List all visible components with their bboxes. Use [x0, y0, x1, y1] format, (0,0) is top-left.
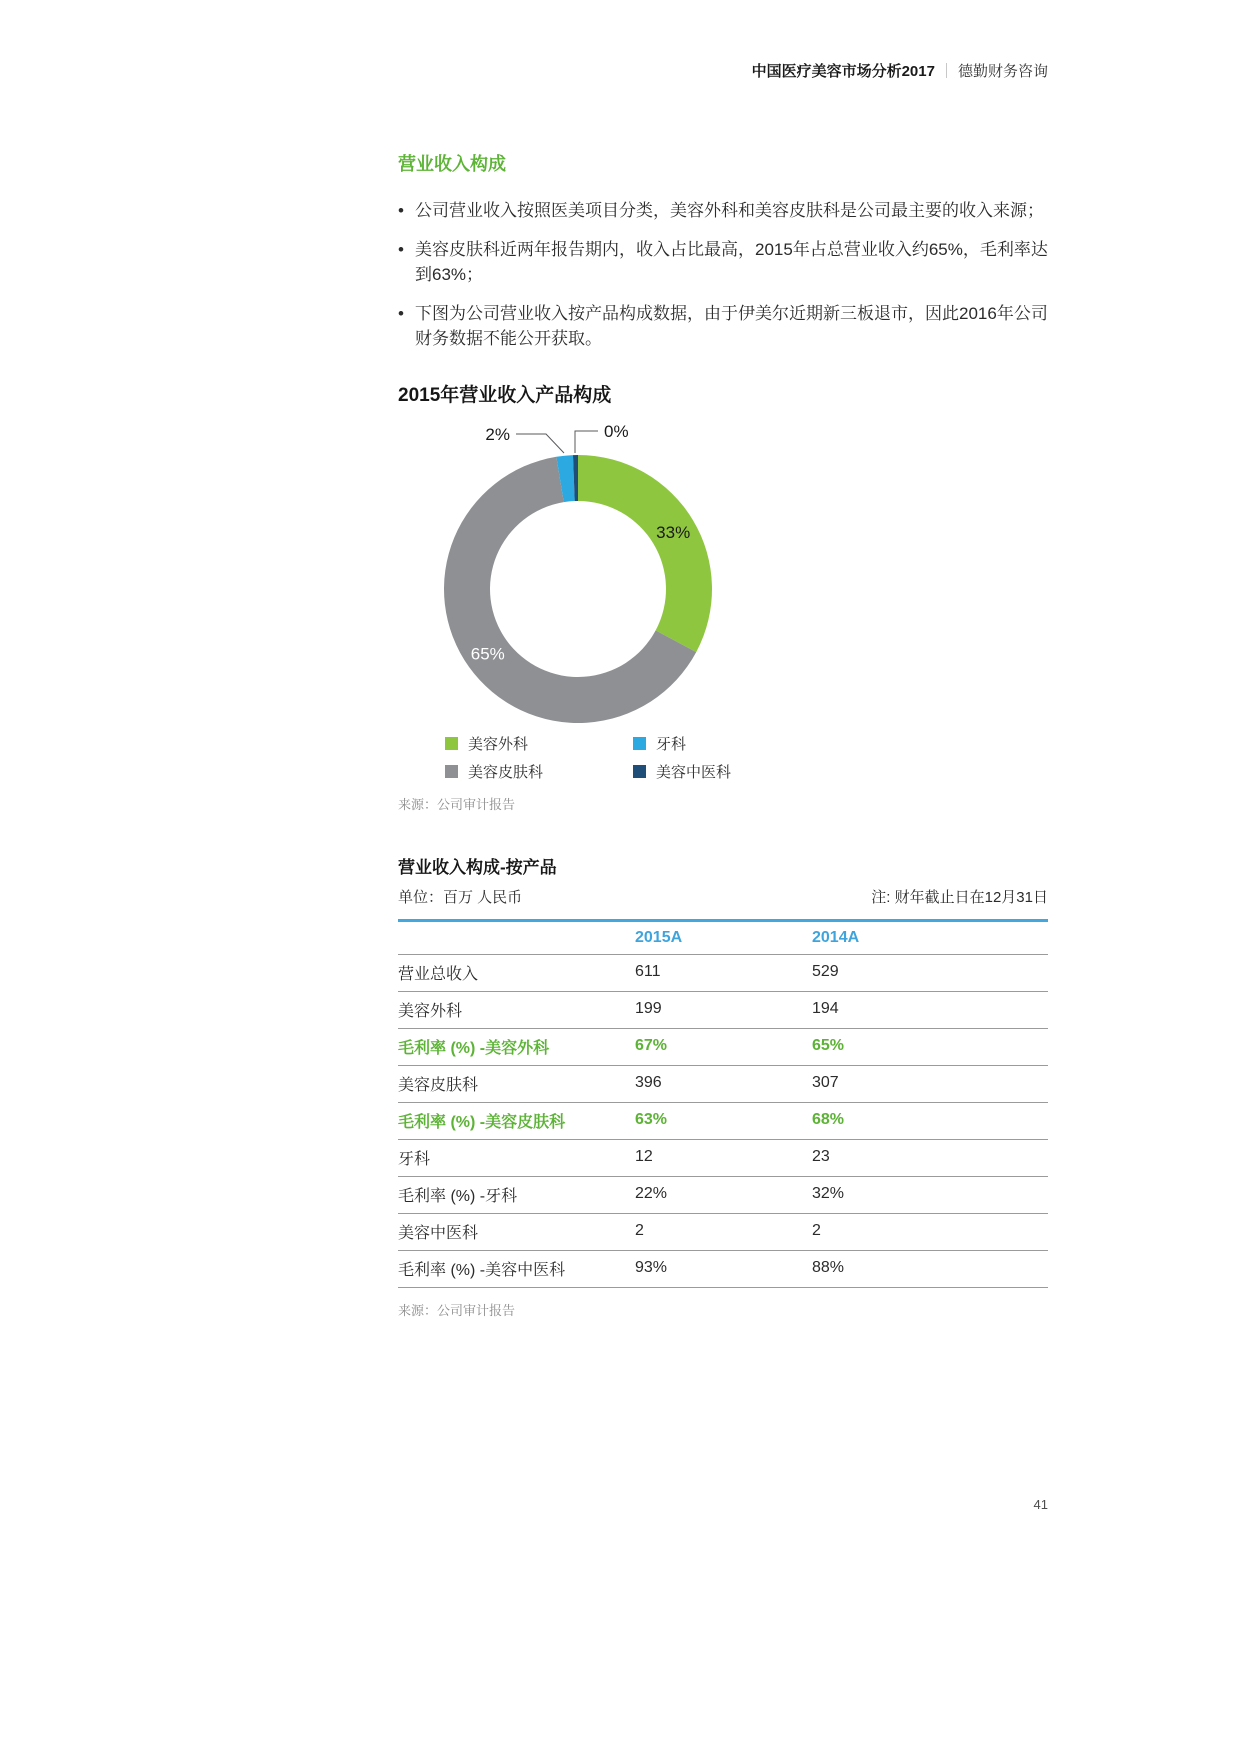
value-2015: 199	[635, 1000, 662, 1017]
table-row	[398, 1177, 1048, 1214]
value-2015: 67%	[635, 1037, 668, 1054]
donut-chart	[438, 421, 758, 731]
value-2015: 93%	[635, 1259, 668, 1276]
table-body	[398, 955, 1048, 1288]
bullet-dot: •	[398, 201, 404, 220]
legend-label: 美容皮肤科	[468, 763, 544, 781]
bullet-item	[398, 301, 1048, 352]
legend-swatch-icon	[633, 737, 646, 750]
value-2014: 68%	[812, 1111, 845, 1128]
row-label: 营业总收入	[398, 965, 479, 983]
bullet-dot: •	[398, 303, 404, 323]
table-row	[398, 1066, 1048, 1103]
table-row	[398, 1214, 1048, 1251]
bullet-dot: •	[398, 239, 404, 259]
row-label: 毛利率 (%) -美容皮肤科	[398, 1113, 566, 1131]
chart-source: 来源：公司审计报告	[398, 796, 516, 812]
table-row	[398, 1140, 1048, 1177]
slice-percent-label: 65%	[470, 644, 505, 664]
legend-label: 美容中医科	[656, 763, 732, 781]
main-content	[398, 150, 1048, 1319]
value-2015: 63%	[635, 1111, 668, 1128]
table-unit-note: 单位：百万 人民币	[398, 888, 523, 906]
table-header-row	[398, 922, 1048, 955]
legend-swatch-icon	[633, 765, 646, 778]
chart-legend	[445, 733, 1048, 782]
table-header-2014: 2014A	[812, 928, 860, 946]
legend-item	[445, 733, 633, 754]
value-2014: 194	[812, 1000, 839, 1017]
row-label: 毛利率 (%) -牙科	[398, 1187, 518, 1205]
table-row	[398, 1029, 1048, 1066]
section-heading: 营业收入构成	[398, 154, 506, 174]
legend-swatch-icon	[445, 765, 458, 778]
leader-line-dental	[516, 434, 564, 453]
table-row	[398, 1103, 1048, 1140]
value-2014: 23	[812, 1148, 830, 1165]
leader-line-tcm	[575, 431, 598, 453]
dental-percent-label: 2%	[485, 424, 510, 444]
value-2014: 2	[812, 1222, 821, 1239]
page-number: 41	[1033, 1497, 1048, 1512]
value-2015: 611	[635, 963, 661, 980]
value-2014: 65%	[812, 1037, 845, 1054]
table-source: 来源：公司审计报告	[398, 1302, 516, 1318]
donut-slices	[444, 455, 712, 723]
value-2014: 529	[812, 963, 839, 980]
legend-swatch-icon	[445, 737, 458, 750]
value-2015: 22%	[635, 1185, 668, 1202]
value-2014: 307	[812, 1074, 839, 1091]
revenue-table	[398, 919, 1048, 1288]
bullet-item	[398, 237, 1048, 288]
legend-item	[633, 761, 1048, 782]
table-header-2015: 2015A	[635, 928, 683, 946]
table-fiscal-note: 注: 财年截止日在12月31日	[871, 888, 1048, 906]
report-subtitle: 德勤财务咨询	[957, 63, 1048, 80]
value-2014: 88%	[812, 1259, 845, 1276]
bullet-list	[398, 198, 1048, 352]
tcm-percent-label: 0%	[604, 421, 629, 441]
row-label: 毛利率 (%) -美容外科	[398, 1039, 550, 1057]
pie-slice-0	[578, 455, 712, 652]
header-divider: ｜	[938, 63, 954, 80]
row-label: 美容外科	[398, 1002, 463, 1020]
table-row	[398, 1251, 1048, 1288]
row-label: 美容皮肤科	[398, 1076, 479, 1094]
report-title: 中国医疗美容市场分析2017	[751, 63, 935, 80]
table-row	[398, 955, 1048, 992]
value-2015: 12	[635, 1148, 653, 1165]
row-label: 牙科	[398, 1150, 431, 1168]
slice-percent-label: 33%	[656, 522, 691, 542]
bullet-text: 下图为公司营业收入按产品构成数据，由于伊美尔近期新三板退市，因此2016年公司财务数据不能公开获取。	[415, 303, 1048, 348]
row-label: 美容中医科	[398, 1224, 479, 1242]
value-2015: 2	[635, 1222, 644, 1239]
legend-label: 牙科	[656, 735, 687, 753]
page-header	[0, 60, 1048, 81]
chart-title: 2015年营业收入产品构成	[398, 384, 612, 406]
legend-label: 美容外科	[468, 735, 529, 753]
legend-item	[445, 761, 633, 782]
bullet-item	[398, 198, 1048, 224]
row-label: 毛利率 (%) -美容中医科	[398, 1261, 566, 1279]
bullet-text: 美容皮肤科近两年报告期内，收入占比最高，2015年占总营业收入约65%，毛利率达到63%；	[415, 239, 1048, 284]
legend-item	[633, 733, 1048, 754]
table-row	[398, 992, 1048, 1029]
bullet-text: 公司营业收入按照医美项目分类，美容外科和美容皮肤科是公司最主要的收入来源；	[415, 201, 1044, 220]
value-2015: 396	[635, 1074, 662, 1091]
value-2014: 32%	[812, 1185, 845, 1202]
table-title: 营业收入构成-按产品	[398, 857, 557, 877]
table-notes	[398, 886, 1048, 907]
